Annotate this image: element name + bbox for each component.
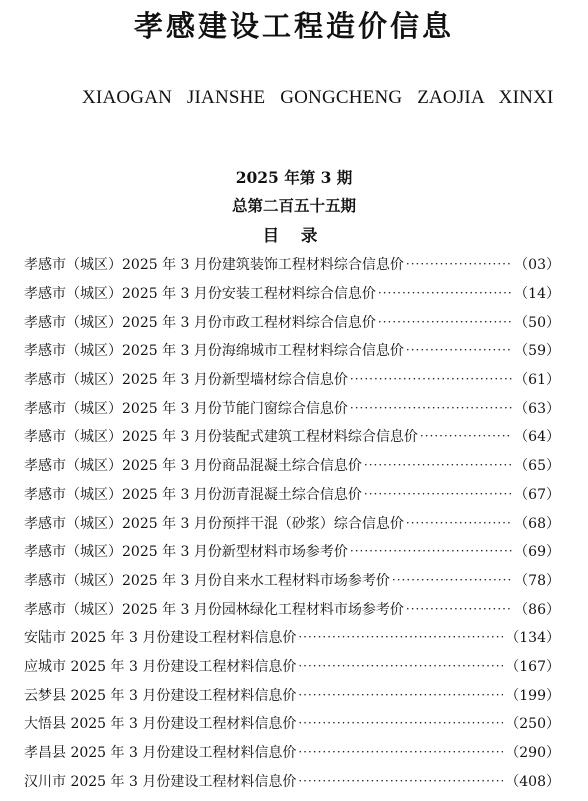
toc-entry[interactable]: [24, 594, 560, 623]
toc-entry[interactable]: [24, 508, 560, 537]
toc-entry-page: （250）: [505, 716, 560, 733]
toc-entry-page: （65）: [514, 458, 560, 475]
toc-entry-page: （134）: [505, 630, 560, 647]
toc-leader-dots: [406, 515, 512, 531]
toc-entry[interactable]: [24, 279, 560, 308]
toc-entry-page: （199）: [505, 687, 560, 704]
issue-number: 2025 年第 3 期: [235, 168, 353, 187]
toc-leader-dots: [298, 715, 503, 731]
toc-entry[interactable]: [24, 623, 560, 652]
toc-entry[interactable]: [24, 680, 560, 709]
toc-entry-page: （03）: [514, 257, 560, 274]
toc-entry-page: （64）: [514, 429, 560, 446]
toc-leader-dots: [350, 543, 512, 559]
toc-entry[interactable]: [24, 422, 560, 451]
toc-entry[interactable]: [24, 537, 560, 566]
toc-entry-page: （69）: [514, 544, 560, 561]
toc-entry-title: 孝感市（城区）2025 年 3 月份安装工程材料综合信息价: [24, 286, 376, 303]
toc-entry-title: 孝感市（城区）2025 年 3 月份园林绿化工程材料市场参考价: [24, 601, 404, 618]
toc-leader-dots: [298, 687, 503, 703]
toc-entry-page: （61）: [514, 372, 560, 389]
toc-entry-page: （67）: [514, 486, 560, 503]
toc-entry-title: 孝感市（城区）2025 年 3 月份节能门窗综合信息价: [24, 400, 348, 417]
toc-entry-title: 孝感市（城区）2025 年 3 月份装配式建筑工程材料综合信息价: [24, 429, 418, 446]
toc-entry-page: （63）: [514, 400, 560, 417]
toc-entry-title: 孝感市（城区）2025 年 3 月份沥青混凝土综合信息价: [24, 486, 362, 503]
toc-entry-page: （50）: [514, 314, 560, 331]
toc-entry-page: （290）: [505, 745, 560, 762]
toc-entry[interactable]: [24, 393, 560, 422]
toc-entry-title: 孝感市（城区）2025 年 3 月份自来水工程材料市场参考价: [24, 572, 390, 589]
toc-leader-dots: [298, 658, 503, 674]
toc-leader-dots: [364, 486, 512, 502]
toc-entry-page: （408）: [505, 773, 560, 790]
toc-entry-title: 孝感市（城区）2025 年 3 月份预拌干混（砂浆）综合信息价: [24, 515, 404, 532]
toc-entry-page: （86）: [514, 601, 560, 618]
cumulative-issue-number: 总第二百五十五期: [231, 196, 356, 215]
toc-entry-title: 孝感市（城区）2025 年 3 月份新型墙材综合信息价: [24, 372, 348, 389]
toc-entry-title: 孝感市（城区）2025 年 3 月份新型材料市场参考价: [24, 544, 348, 561]
toc-leader-dots: [392, 572, 512, 588]
toc-entry[interactable]: [24, 709, 560, 738]
toc-heading: 目 录: [262, 226, 326, 245]
toc-entry-title: 孝感市（城区）2025 年 3 月份市政工程材料综合信息价: [24, 314, 376, 331]
toc-entry[interactable]: [24, 766, 560, 795]
toc-entry-title: 大悟县 2025 年 3 月份建设工程材料信息价: [24, 716, 297, 733]
toc-entry[interactable]: [24, 652, 560, 681]
toc-entry[interactable]: [24, 336, 560, 365]
toc-leader-dots: [298, 629, 503, 645]
toc-leader-dots: [378, 285, 512, 301]
document-title: 孝感建设工程造价信息: [133, 9, 454, 43]
toc-entry[interactable]: [24, 307, 560, 336]
toc-leader-dots: [350, 400, 512, 416]
toc-entry-page: （78）: [514, 572, 560, 589]
toc-entry-title: 云梦县 2025 年 3 月份建设工程材料信息价: [24, 687, 297, 704]
toc-entry-title: 应城市 2025 年 3 月份建设工程材料信息价: [24, 658, 297, 675]
toc-entry-title: 安陆市 2025 年 3 月份建设工程材料信息价: [24, 630, 297, 647]
toc-leader-dots: [298, 744, 503, 760]
toc-leader-dots: [406, 601, 512, 617]
toc-entry[interactable]: [24, 566, 560, 595]
toc-entry-title: 孝感市（城区）2025 年 3 月份商品混凝土综合信息价: [24, 458, 362, 475]
toc-entry-page: （59）: [514, 343, 560, 360]
toc-entry-page: （68）: [514, 515, 560, 532]
toc-leader-dots: [364, 457, 512, 473]
toc-entry-page: （14）: [514, 286, 560, 303]
toc-leader-dots: [350, 371, 512, 387]
toc-entry-title: 孝昌县 2025 年 3 月份建设工程材料信息价: [24, 745, 297, 762]
toc-entry-page: （167）: [505, 658, 560, 675]
toc-entry[interactable]: [24, 250, 560, 279]
toc-entry[interactable]: [24, 480, 560, 509]
toc-entry[interactable]: [24, 365, 560, 394]
toc-entry-title: 孝感市（城区）2025 年 3 月份海绵城市工程材料综合信息价: [24, 343, 404, 360]
toc-entry-title: 汉川市 2025 年 3 月份建设工程材料信息价: [24, 773, 297, 790]
toc-leader-dots: [406, 256, 512, 272]
pinyin-subtitle: XIAOGAN JIANSHE GONGCHENG ZAOJIA XINXI: [82, 87, 554, 108]
toc-leader-dots: [298, 773, 503, 789]
toc-leader-dots: [378, 314, 512, 330]
toc-entry[interactable]: [24, 738, 560, 767]
table-of-contents: [24, 250, 560, 795]
toc-leader-dots: [406, 342, 512, 358]
toc-leader-dots: [420, 428, 512, 444]
toc-entry-title: 孝感市（城区）2025 年 3 月份建筑装饰工程材料综合信息价: [24, 257, 404, 274]
toc-entry[interactable]: [24, 451, 560, 480]
